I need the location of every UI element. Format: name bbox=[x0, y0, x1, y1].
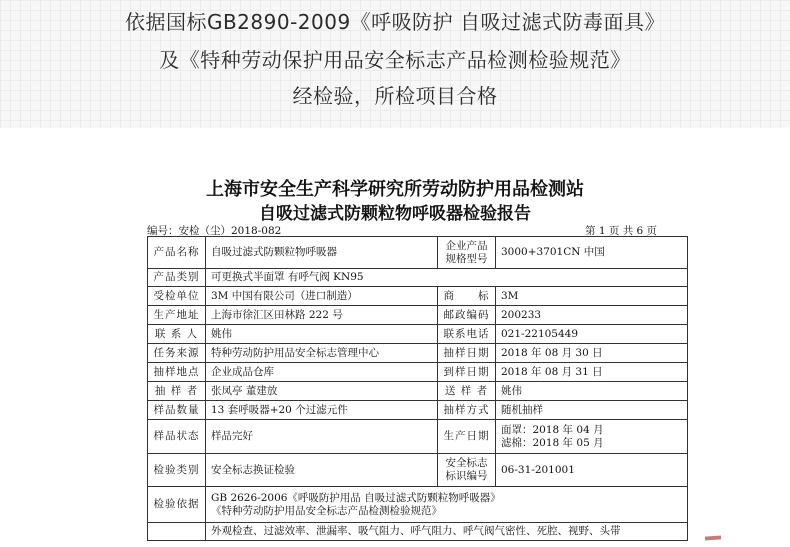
cell-label bbox=[148, 523, 206, 541]
cell-value: 样品完好 bbox=[206, 420, 438, 454]
cell-value: 可更换式半面罩 有呼气阀 KN95 bbox=[206, 269, 688, 287]
cell-label: 生产日期 bbox=[438, 420, 496, 454]
production-date-mask: 面罩：2018 年 04 月 bbox=[501, 423, 604, 436]
cell-value: 2018 年 08 月 30 日 bbox=[496, 344, 688, 363]
cell-value: 3M bbox=[496, 287, 688, 306]
red-margin-mark bbox=[705, 535, 721, 540]
cell-value: 上海市徐汇区田林路 222 号 bbox=[206, 306, 438, 325]
cell-label: 产品名称 bbox=[148, 237, 206, 269]
report-page-info: 第 1 页 共 6 页 bbox=[585, 225, 658, 237]
cell-label: 邮政编码 bbox=[438, 306, 496, 325]
table-row bbox=[148, 237, 688, 269]
intro-line-result: 经检验，所检项目合格 bbox=[292, 84, 498, 108]
cell-value: 企业成品仓库 bbox=[206, 363, 438, 382]
cell-value: 200233 bbox=[496, 306, 688, 325]
cell-label: 任务来源 bbox=[148, 344, 206, 363]
table-row bbox=[148, 363, 688, 382]
inspection-basis-standard: GB 2626-2006《呼吸防护用品 自吸过滤式防颗粒物呼吸器》 bbox=[211, 491, 501, 504]
table-row bbox=[148, 306, 688, 325]
cell-label: 受检单位 bbox=[148, 287, 206, 306]
report-subtitle: 自吸过滤式防颗粒物呼吸器检验报告 bbox=[259, 204, 531, 224]
cell-value: 3M 中国有限公司（进口制造） bbox=[206, 287, 438, 306]
intro-line-specification: 及《特种劳动保护用品安全标志产品检测检验规范》 bbox=[159, 48, 631, 72]
report-institution-title: 上海市安全生产科学研究所劳动防护用品检测站 bbox=[206, 179, 584, 200]
cell-value: 随机抽样 bbox=[496, 401, 688, 420]
table-row bbox=[148, 344, 688, 363]
table-row bbox=[148, 454, 688, 487]
cell-label: 安全标志标识编号 bbox=[438, 454, 496, 487]
cell-value-inspection-basis bbox=[206, 487, 688, 523]
cell-value: 021-22105449 bbox=[496, 325, 688, 344]
cell-label: 检验依据 bbox=[148, 487, 206, 523]
table-row bbox=[148, 401, 688, 420]
cell-label: 联 系 人 bbox=[148, 325, 206, 344]
cell-value-inspection-items: 外观检查、过滤效率、泄漏率、吸气阻力、呼气阻力、呼气阀气密性、死腔、视野、头带 bbox=[206, 523, 688, 541]
cell-value: 2018 年 08 月 31 日 bbox=[496, 363, 688, 382]
cell-value: 姚伟 bbox=[206, 325, 438, 344]
table-row bbox=[148, 269, 688, 287]
cell-label: 抽样地点 bbox=[148, 363, 206, 382]
cell-value: 13 套呼吸器+20 个过滤元件 bbox=[206, 401, 438, 420]
table-row bbox=[148, 287, 688, 306]
table-row bbox=[148, 382, 688, 401]
cell-value: 06-31-201001 bbox=[496, 454, 688, 487]
report-serial-number: 编号：安检（尘）2018-082 bbox=[147, 225, 282, 237]
cell-value: 3000+3701CN 中国 bbox=[496, 237, 688, 269]
intro-line-standard: 依据国标GB2890-2009《呼吸防护 自吸过滤式防毒面具》 bbox=[124, 10, 666, 34]
cell-label: 生产地址 bbox=[148, 306, 206, 325]
cell-label: 抽样方式 bbox=[438, 401, 496, 420]
cell-value: 特种劳动防护用品安全标志管理中心 bbox=[206, 344, 438, 363]
inspection-report-table bbox=[147, 236, 688, 541]
cell-label: 检验类别 bbox=[148, 454, 206, 487]
cell-label: 企业产品规格型号 bbox=[438, 237, 496, 269]
production-date-filter: 滤棉：2018 年 05 月 bbox=[501, 436, 604, 449]
cell-label: 抽 样 者 bbox=[148, 382, 206, 401]
cell-label: 抽样日期 bbox=[438, 344, 496, 363]
cell-label: 联系电话 bbox=[438, 325, 496, 344]
cell-label: 送 样 者 bbox=[438, 382, 496, 401]
table-row bbox=[148, 523, 688, 541]
table-row bbox=[148, 487, 688, 523]
cell-value-production-dates bbox=[496, 420, 688, 454]
cell-label: 产品类别 bbox=[148, 269, 206, 287]
cell-value: 自吸过滤式防颗粒物呼吸器 bbox=[206, 237, 438, 269]
cell-value: 安全标志换证检验 bbox=[206, 454, 438, 487]
cell-value: 张凤亭 董建放 bbox=[206, 382, 438, 401]
cell-label: 到样日期 bbox=[438, 363, 496, 382]
cell-value: 姚伟 bbox=[496, 382, 688, 401]
table-row bbox=[148, 325, 688, 344]
inspection-basis-specification: 《特种劳动防护用品安全标志产品检测检验规范》 bbox=[211, 504, 442, 517]
cell-label: 样品数量 bbox=[148, 401, 206, 420]
cell-label: 样品状态 bbox=[148, 420, 206, 454]
cell-label: 商 标 bbox=[438, 287, 496, 306]
table-row bbox=[148, 420, 688, 454]
